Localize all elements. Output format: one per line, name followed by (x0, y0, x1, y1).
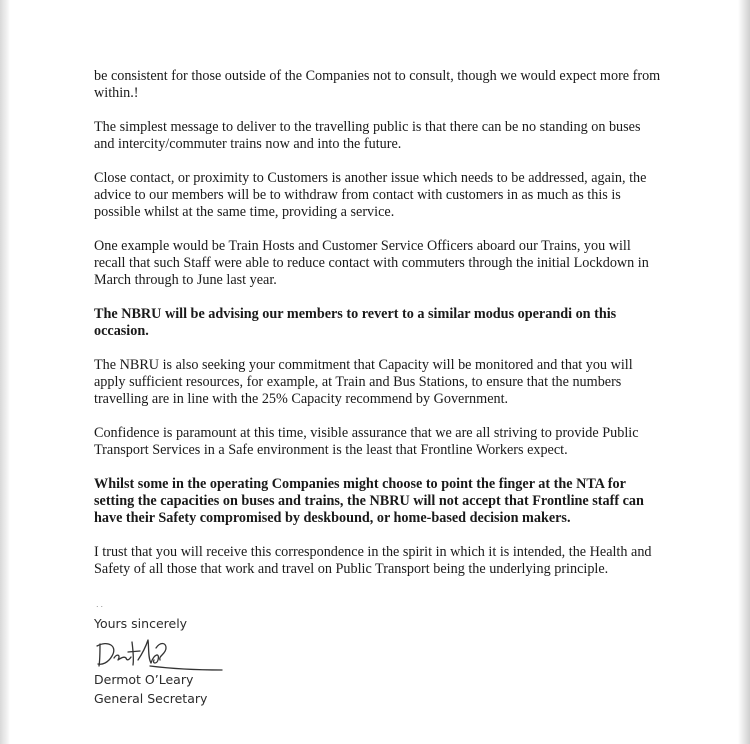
right-page-edge (738, 0, 750, 744)
paragraph-3: Close contact, or proximity to Customers is another issue which needs to be addressed, again, the advice to our members will be to withdraw from contact with customers in as much as this is possible whilst at the same time, providing a service. (94, 170, 647, 220)
paragraph-4: One example would be Train Hosts and Customer Service Officers aboard our Trains, you will recall that such Staff were able to reduce contact with commuters through the initial Lockdown in March through to June last year. (94, 238, 649, 288)
paragraph-6: The NBRU is also seeking your commitment that Capacity will be monitored and that you will apply sufficient resources, for example, at Train and Bus Stations, to ensure that the numbers travelling are in line with the 25% Capacity recommend by Government. (94, 357, 633, 407)
paragraph-8-bold: Whilst some in the operating Companies might choose to point the finger at the NTA for setting the capacities on buses and trains, the NBRU will not accept that Frontline staff can have their Safety compromised by deskbound, or home-based decision makers. (94, 476, 644, 526)
letter-body (94, 68, 664, 595)
signatory-title: General Secretary (94, 691, 208, 706)
signatory-name: Dermot O’Leary (94, 672, 194, 687)
paragraph-5-bold: The NBRU will be advising our members to revert to a similar modus operandi on this occasion. (94, 306, 617, 339)
left-page-edge (0, 0, 10, 744)
paragraph-2: The simplest message to deliver to the travelling public is that there can be no standing on buses and intercity/commuter trains now and into the future. (94, 119, 641, 152)
paragraph-1: be consistent for those outside of the Companies not to consult, though we would expect more from within.! (94, 68, 661, 101)
paragraph-9: I trust that you will receive this correspondence in the spirit in which it is intended, the Health and Safety of all those that work and travel on Public Transport being the underlying principle. (94, 544, 652, 577)
dots-mark: .. (96, 600, 106, 609)
paragraph-7: Confidence is paramount at this time, visible assurance that we are all striving to provide Public Transport Services in a Safe environment is the least that Frontline Workers expect. (94, 425, 639, 458)
closing-salutation: Yours sincerely (94, 616, 188, 631)
handwritten-signature (94, 636, 224, 675)
